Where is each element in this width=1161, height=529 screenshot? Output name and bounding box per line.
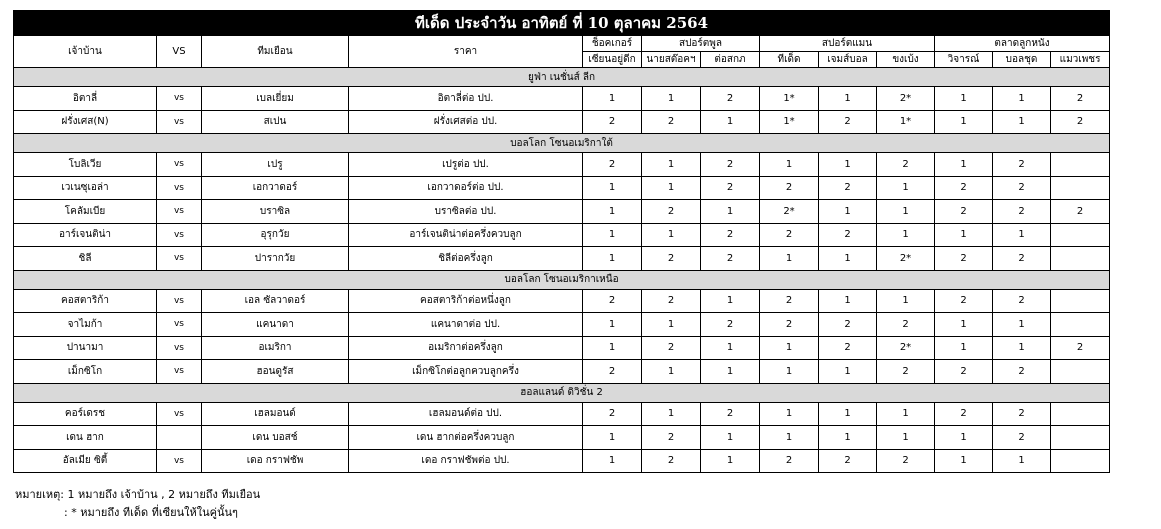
away-team: เอกวาดอร์ (202, 176, 349, 200)
pick-cell: 2 (819, 176, 877, 200)
pick-cell: 1 (935, 313, 993, 337)
pick-cell: 1 (642, 176, 701, 200)
away-team: เฮลมอนด์ (202, 402, 349, 426)
pick-cell: 1 (760, 360, 819, 384)
pick-cell: 2 (583, 110, 642, 134)
price-cell: อิตาลี่ต่อ ปป. (349, 87, 583, 111)
away-team: อุรุกวัย (202, 223, 349, 247)
pick-cell: 2 (993, 289, 1051, 313)
pick-cell (1051, 449, 1110, 473)
pick-cell: 1 (993, 449, 1051, 473)
pick-cell: 2 (1051, 110, 1110, 134)
home-team: ฝรั่งเศส(N) (14, 110, 157, 134)
pick-cell: 1 (935, 449, 993, 473)
pick-cell: 2 (642, 110, 701, 134)
pick-cell: 1 (877, 289, 935, 313)
pick-cell: 1 (583, 426, 642, 450)
header-sub: ทีเด็ด (760, 52, 819, 68)
pick-cell: 1 (819, 153, 877, 177)
pick-cell: 2 (935, 247, 993, 271)
pick-cell: 2 (701, 402, 760, 426)
pick-cell: 1 (819, 247, 877, 271)
pick-cell: 2 (642, 289, 701, 313)
pick-cell: 1 (877, 426, 935, 450)
pick-cell: 2 (760, 176, 819, 200)
pick-cell: 1 (993, 110, 1051, 134)
pick-cell: 2 (701, 176, 760, 200)
pick-cell: 2* (760, 200, 819, 224)
pick-cell: 1 (819, 360, 877, 384)
league-name: บอลโลก โซนอเมริกาเหนือ (14, 270, 1110, 289)
pick-cell (1051, 360, 1110, 384)
vs-cell: vs (157, 449, 202, 473)
pick-cell: 1 (583, 176, 642, 200)
pick-cell: 1 (642, 223, 701, 247)
vs-cell: vs (157, 360, 202, 384)
match-row (14, 87, 1110, 111)
header-group-market: ตลาดลูกหนัง (935, 36, 1110, 52)
header-vs: VS (157, 36, 202, 68)
pick-cell: 2 (760, 449, 819, 473)
pick-cell: 2 (642, 200, 701, 224)
away-team: เดอ กราฟชัพ (202, 449, 349, 473)
pick-cell (1051, 402, 1110, 426)
home-team: ปานามา (14, 336, 157, 360)
pick-cell: 2 (819, 336, 877, 360)
pick-cell: 2* (877, 336, 935, 360)
pick-cell: 1 (877, 176, 935, 200)
match-row (14, 313, 1110, 337)
pick-cell: 1 (819, 200, 877, 224)
header-sub: วิจารณ์ (935, 52, 993, 68)
vs-cell: vs (157, 87, 202, 111)
pick-cell: 2 (583, 402, 642, 426)
price-cell: คอสตาริก้าต่อหนึ่งลูก (349, 289, 583, 313)
price-cell: เปรูต่อ ปป. (349, 153, 583, 177)
league-name: ฮอลแลนด์ ดิวิชั่น 2 (14, 383, 1110, 402)
note-star: : * หมายถึง ทีเด็ด ที่เซียนให้ในคู่นั้นๆ (64, 506, 238, 519)
pick-cell: 1 (583, 449, 642, 473)
pick-cell: 2 (819, 223, 877, 247)
pick-cell: 2 (935, 176, 993, 200)
vs-cell: vs (157, 336, 202, 360)
pick-cell: 1* (877, 110, 935, 134)
match-row (14, 223, 1110, 247)
pick-cell: 1 (583, 247, 642, 271)
pick-cell: 1 (701, 200, 760, 224)
vs-cell: vs (157, 110, 202, 134)
price-cell: แคนาดาต่อ ปป. (349, 313, 583, 337)
pick-cell: 2* (877, 247, 935, 271)
home-team: ชิลี (14, 247, 157, 271)
pick-cell: 1 (583, 313, 642, 337)
pick-cell: 1* (760, 110, 819, 134)
header-sub: ต่อสกภ (701, 52, 760, 68)
pick-cell: 2 (760, 313, 819, 337)
pick-cell: 1 (935, 87, 993, 111)
vs-cell: vs (157, 247, 202, 271)
price-cell: อเมริกาต่อครึ่งลูก (349, 336, 583, 360)
pick-cell (1051, 223, 1110, 247)
price-cell: เม็กซิโกต่อลูกควบลูกครึ่ง (349, 360, 583, 384)
pick-cell: 2 (701, 223, 760, 247)
match-row (14, 426, 1110, 450)
pick-cell: 1 (760, 402, 819, 426)
vs-cell: vs (157, 200, 202, 224)
price-cell: อาร์เจนติน่าต่อครึ่งควบลูก (349, 223, 583, 247)
pick-cell: 1 (993, 313, 1051, 337)
pick-cell: 2 (877, 449, 935, 473)
pick-cell: 2 (877, 153, 935, 177)
pick-cell: 1 (877, 402, 935, 426)
pick-cell: 1 (993, 336, 1051, 360)
header-group-socker: ช็อคเกอร์ (583, 36, 642, 52)
pick-cell: 2 (935, 289, 993, 313)
pick-cell: 1 (583, 336, 642, 360)
header-sub: นายสต๊อคฯ (642, 52, 701, 68)
home-team: อาร์เจนติน่า (14, 223, 157, 247)
pick-cell: 1 (642, 87, 701, 111)
pick-cell: 2 (877, 313, 935, 337)
pick-cell: 2 (760, 223, 819, 247)
pick-cell: 1 (583, 223, 642, 247)
header-sub: บอลชุด (993, 52, 1051, 68)
vs-cell: vs (157, 176, 202, 200)
pick-cell: 2 (701, 153, 760, 177)
home-team: โคลัมเบีย (14, 200, 157, 224)
pick-cell: 2 (760, 289, 819, 313)
pick-cell: 2 (993, 176, 1051, 200)
league-row (14, 383, 1110, 402)
match-row (14, 402, 1110, 426)
price-cell: บราซิลต่อ ปป. (349, 200, 583, 224)
header-away: ทีมเยือน (202, 36, 349, 68)
header-sub: เซียนอยู่ดีก (583, 52, 642, 68)
pick-cell: 1 (701, 110, 760, 134)
pick-cell: 1 (642, 402, 701, 426)
pick-cell: 2 (993, 360, 1051, 384)
match-row (14, 336, 1110, 360)
pick-cell: 2 (993, 200, 1051, 224)
pick-cell: 1 (935, 153, 993, 177)
match-row (14, 200, 1110, 224)
title-row (14, 11, 1110, 36)
price-cell: ชิลีต่อครึ่งลูก (349, 247, 583, 271)
home-team: อิตาลี่ (14, 87, 157, 111)
price-cell: เอกวาดอร์ต่อ ปป. (349, 176, 583, 200)
pick-cell: 1 (701, 360, 760, 384)
pick-cell: 1 (819, 402, 877, 426)
header-home: เจ้าบ้าน (14, 36, 157, 68)
pick-cell: 1 (993, 223, 1051, 247)
home-team: คอร์เดรช (14, 402, 157, 426)
league-name: บอลโลก โซนอเมริกาใต้ (14, 134, 1110, 153)
header-group-sportpool: สปอร์ตพูล (642, 36, 760, 52)
pick-cell: 2 (701, 313, 760, 337)
note-legend: หมายเหตุ: 1 หมายถึง เจ้าบ้าน , 2 หมายถึง ทีมเยือน (15, 488, 261, 501)
pick-cell (1051, 153, 1110, 177)
pick-cell: 2 (935, 360, 993, 384)
pick-cell: 1 (642, 153, 701, 177)
header-group-sportman: สปอร์ตแมน (760, 36, 935, 52)
pick-cell (1051, 247, 1110, 271)
pick-cell: 2 (583, 360, 642, 384)
picks-sheet (13, 10, 1109, 473)
pick-cell: 1 (993, 87, 1051, 111)
pick-cell (1051, 176, 1110, 200)
league-row (14, 68, 1110, 87)
pick-cell: 2 (993, 153, 1051, 177)
pick-cell: 2 (819, 110, 877, 134)
vs-cell (157, 426, 202, 450)
pick-cell: 1 (642, 313, 701, 337)
pick-cell (1051, 289, 1110, 313)
pick-cell: 1 (642, 360, 701, 384)
pick-cell: 1* (760, 87, 819, 111)
pick-cell: 1 (819, 289, 877, 313)
league-row (14, 270, 1110, 289)
away-team: เบลเยี่ยม (202, 87, 349, 111)
league-name: ยูฟ่า เนชั่นส์ ลีก (14, 68, 1110, 87)
home-team: จาไมก้า (14, 313, 157, 337)
match-row (14, 176, 1110, 200)
away-team: อเมริกา (202, 336, 349, 360)
vs-cell: vs (157, 313, 202, 337)
pick-cell: 2 (1051, 336, 1110, 360)
away-team: ฮอนดูรัส (202, 360, 349, 384)
pick-cell: 2 (642, 336, 701, 360)
pick-cell: 2 (701, 87, 760, 111)
match-row (14, 247, 1110, 271)
home-team: เดน ฮาก (14, 426, 157, 450)
pick-cell: 1 (701, 336, 760, 360)
pick-cell: 1 (935, 426, 993, 450)
away-team: สเปน (202, 110, 349, 134)
pick-cell: 1 (935, 110, 993, 134)
vs-cell: vs (157, 402, 202, 426)
pick-cell: 1 (760, 336, 819, 360)
pick-cell: 2 (819, 449, 877, 473)
price-cell: เดน ฮากต่อครึ่งควบลูก (349, 426, 583, 450)
pick-cell: 1 (701, 426, 760, 450)
pick-cell: 1 (819, 87, 877, 111)
header-row-1 (14, 36, 1110, 52)
pick-cell: 2 (935, 200, 993, 224)
home-team: อัลเมีย ซิตี้ (14, 449, 157, 473)
pick-cell: 2 (583, 153, 642, 177)
match-row (14, 449, 1110, 473)
home-team: โบลิเวีย (14, 153, 157, 177)
vs-cell: vs (157, 153, 202, 177)
away-team: บราซิล (202, 200, 349, 224)
pick-cell: 1 (701, 449, 760, 473)
price-cell: ฝรั่งเศสต่อ ปป. (349, 110, 583, 134)
vs-cell: vs (157, 289, 202, 313)
pick-cell: 1 (583, 200, 642, 224)
pick-cell: 2 (1051, 200, 1110, 224)
pick-cell: 2 (993, 247, 1051, 271)
home-team: เวเนซุเอล่า (14, 176, 157, 200)
pick-cell (1051, 313, 1110, 337)
away-team: เดน บอสช์ (202, 426, 349, 450)
pick-cell: 1 (935, 336, 993, 360)
away-team: แคนาดา (202, 313, 349, 337)
pick-cell: 1 (877, 200, 935, 224)
pick-cell: 2 (642, 449, 701, 473)
home-team: เม็กซิโก (14, 360, 157, 384)
away-team: เอล ซัลวาดอร์ (202, 289, 349, 313)
match-row (14, 153, 1110, 177)
pick-cell: 2 (819, 313, 877, 337)
pick-cell: 2* (877, 87, 935, 111)
pick-cell: 1 (701, 289, 760, 313)
match-row (14, 110, 1110, 134)
away-team: เปรู (202, 153, 349, 177)
page-title: ทีเด็ด ประจำวัน อาทิตย์ ที่ 10 ตุลาคม 2564 (14, 11, 1110, 36)
picks-table (13, 10, 1110, 473)
pick-cell: 1 (760, 426, 819, 450)
pick-cell: 1 (819, 426, 877, 450)
pick-cell (1051, 426, 1110, 450)
pick-cell: 1 (877, 223, 935, 247)
match-row (14, 289, 1110, 313)
pick-cell: 1 (760, 153, 819, 177)
pick-cell: 2 (877, 360, 935, 384)
vs-cell: vs (157, 223, 202, 247)
pick-cell: 2 (935, 402, 993, 426)
league-row (14, 134, 1110, 153)
pick-cell: 2 (642, 426, 701, 450)
pick-cell: 2 (583, 289, 642, 313)
pick-cell: 2 (701, 247, 760, 271)
header-price: ราคา (349, 36, 583, 68)
header-sub: ขงเบ้ง (877, 52, 935, 68)
pick-cell: 2 (993, 426, 1051, 450)
pick-cell: 1 (583, 87, 642, 111)
header-sub: เจมส์บอล (819, 52, 877, 68)
match-row (14, 360, 1110, 384)
pick-cell: 2 (993, 402, 1051, 426)
home-team: คอสตาริก้า (14, 289, 157, 313)
pick-cell: 2 (642, 247, 701, 271)
header-sub: แมวเพชร (1051, 52, 1110, 68)
price-cell: เดอ กราฟชัพต่อ ปป. (349, 449, 583, 473)
pick-cell: 1 (760, 247, 819, 271)
price-cell: เฮลมอนด์ต่อ ปป. (349, 402, 583, 426)
away-team: ปารากวัย (202, 247, 349, 271)
pick-cell: 1 (935, 223, 993, 247)
pick-cell: 2 (1051, 87, 1110, 111)
